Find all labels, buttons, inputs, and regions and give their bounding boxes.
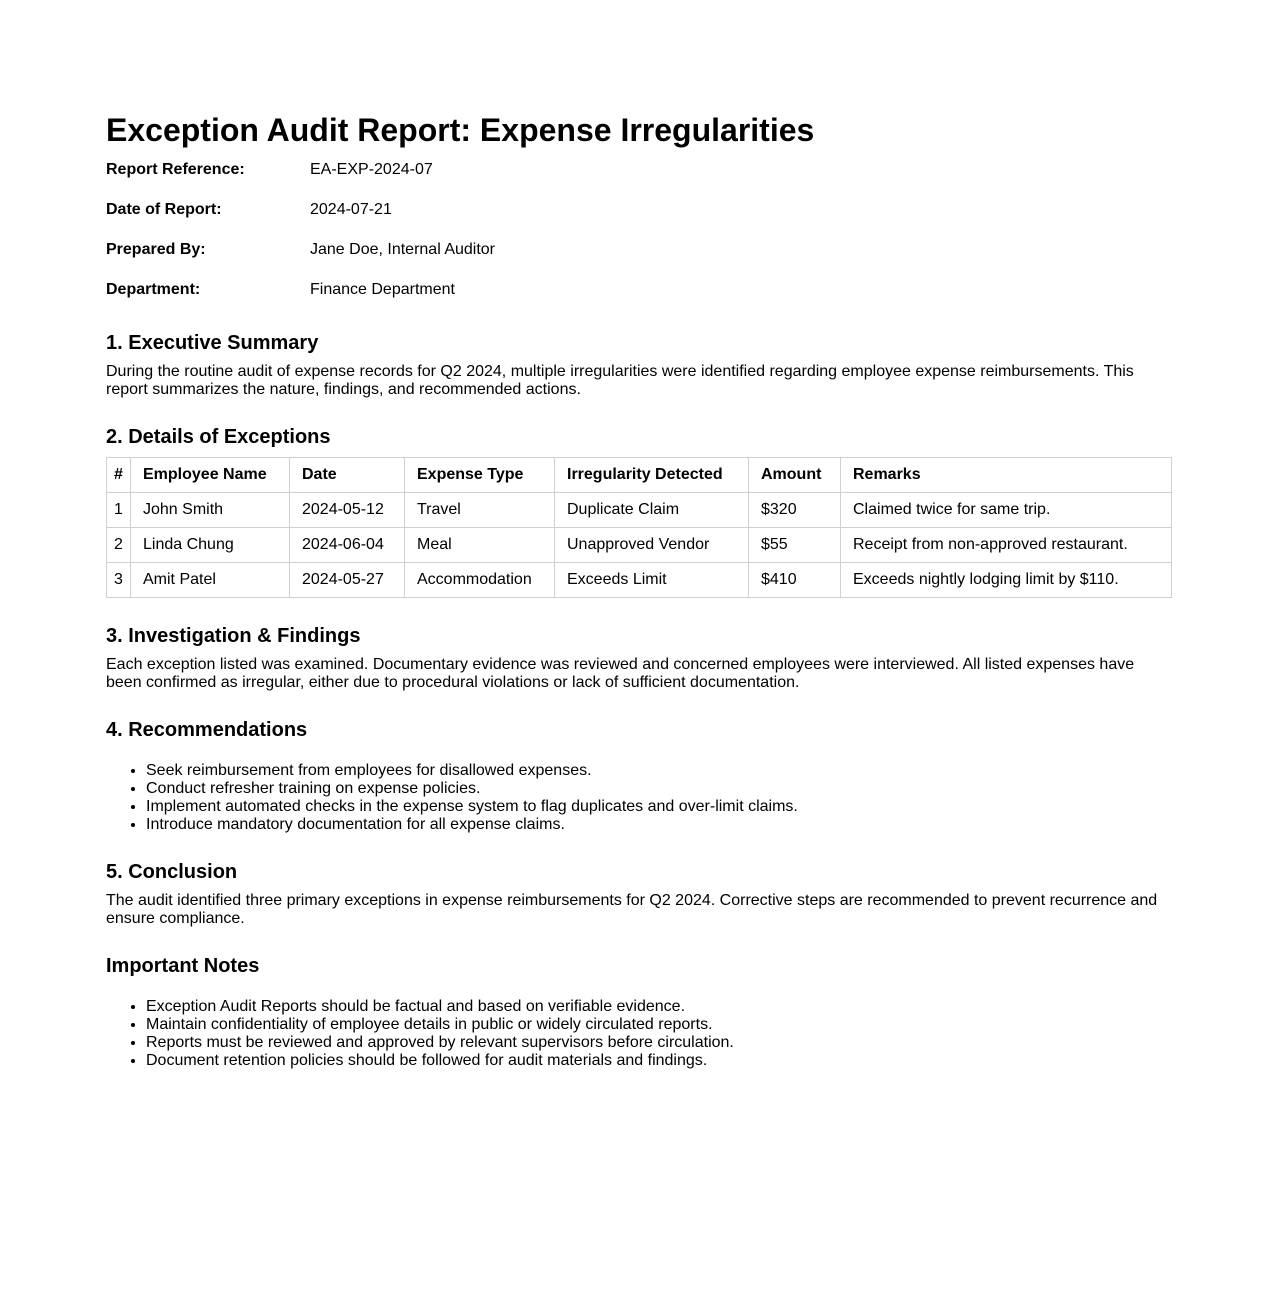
table-cell: 1 bbox=[107, 493, 131, 528]
section-heading: 4. Recommendations bbox=[106, 719, 308, 741]
table-cell: John Smith bbox=[131, 493, 290, 528]
conclusion-section bbox=[106, 860, 1172, 928]
table-header-row bbox=[107, 458, 1172, 493]
list-item: • Introduce mandatory documentation for all expense claims. bbox=[146, 816, 1172, 834]
meta-row-date bbox=[106, 201, 1172, 241]
table-row bbox=[107, 563, 1172, 598]
meta-label: Report Reference: bbox=[106, 161, 245, 178]
exceptions-section bbox=[106, 425, 1172, 598]
table-cell: Accommodation bbox=[405, 563, 555, 598]
list-item: • Reports must be reviewed and approved by relevant supervisors before circulation. bbox=[146, 1034, 1172, 1052]
table-cell: Travel bbox=[405, 493, 555, 528]
table-cell: 3 bbox=[107, 563, 131, 598]
column-header: Irregularity Detected bbox=[555, 458, 749, 493]
table-cell: 2 bbox=[107, 528, 131, 563]
list-item: • Document retention policies should be followed for audit materials and findings. bbox=[146, 1052, 1172, 1070]
list-item: • Seek reimbursement from employees for disallowed expenses. bbox=[146, 762, 1172, 780]
section-text: The audit identified three primary exceptions in expense reimbursements for Q2 2024. Corrective steps are recommended to prevent recurrence and ensure compliance. bbox=[106, 892, 1158, 927]
table-cell: $320 bbox=[749, 493, 841, 528]
section-heading: 1. Executive Summary bbox=[106, 332, 319, 354]
exceptions-table bbox=[106, 457, 1172, 598]
section-text: Each exception listed was examined. Documentary evidence was reviewed and concerned employees were interviewed. All listed expenses have been confirmed as irregular, either due to procedural violations or lack of sufficient documentation. bbox=[106, 656, 1135, 691]
table-cell: 2024-05-12 bbox=[290, 493, 405, 528]
report-meta bbox=[106, 161, 1172, 321]
important-notes-section bbox=[106, 954, 1172, 1070]
table-cell: Receipt from non-approved restaurant. bbox=[841, 528, 1172, 563]
executive-summary-section bbox=[106, 331, 1172, 399]
meta-label: Department: bbox=[106, 281, 201, 298]
column-header: Date bbox=[290, 458, 405, 493]
table-cell: $410 bbox=[749, 563, 841, 598]
meta-value: Finance Department bbox=[310, 281, 455, 298]
table-cell: Claimed twice for same trip. bbox=[841, 493, 1172, 528]
section-heading: 2. Details of Exceptions bbox=[106, 426, 331, 448]
section-heading: 5. Conclusion bbox=[106, 861, 238, 883]
table-cell: Amit Patel bbox=[131, 563, 290, 598]
table-cell: Exceeds nightly lodging limit by $110. bbox=[841, 563, 1172, 598]
table-cell: Meal bbox=[405, 528, 555, 563]
list-item: • Conduct refresher training on expense policies. bbox=[146, 780, 1172, 798]
recommendations-section bbox=[106, 718, 1172, 834]
column-header: Employee Name bbox=[131, 458, 290, 493]
table-cell: Linda Chung bbox=[131, 528, 290, 563]
table-row bbox=[107, 528, 1172, 563]
table-row bbox=[107, 493, 1172, 528]
meta-value: Jane Doe, Internal Auditor bbox=[310, 241, 496, 258]
list-item: • Exception Audit Reports should be factual and based on verifiable evidence. bbox=[146, 998, 1172, 1016]
column-header: Amount bbox=[749, 458, 841, 493]
list-item: • Maintain confidentiality of employee details in public or widely circulated reports. bbox=[146, 1016, 1172, 1034]
meta-row-reference bbox=[106, 161, 1172, 201]
meta-value: 2024-07-21 bbox=[310, 201, 392, 218]
section-heading: 3. Investigation & Findings bbox=[106, 625, 361, 647]
recommendations-list bbox=[106, 762, 1172, 834]
notes-list bbox=[106, 998, 1172, 1070]
table-cell: Unapproved Vendor bbox=[555, 528, 749, 563]
list-item: • Implement automated checks in the expense system to flag duplicates and over-limit claims. bbox=[146, 798, 1172, 816]
section-heading: Important Notes bbox=[106, 955, 260, 977]
column-header: # bbox=[107, 458, 131, 493]
findings-section bbox=[106, 624, 1172, 692]
column-header: Remarks bbox=[841, 458, 1172, 493]
table-cell: 2024-05-27 bbox=[290, 563, 405, 598]
column-header: Expense Type bbox=[405, 458, 555, 493]
meta-row-prepared-by bbox=[106, 241, 1172, 281]
table-cell: $55 bbox=[749, 528, 841, 563]
meta-label: Date of Report: bbox=[106, 201, 222, 218]
page-title: Exception Audit Report: Expense Irregularities bbox=[106, 112, 815, 148]
meta-row-department bbox=[106, 281, 1172, 321]
section-text: During the routine audit of expense records for Q2 2024, multiple irregularities were identified regarding employee expense reimbursements. This report summarizes the nature, findings, and recommended actions. bbox=[106, 363, 1134, 398]
table-cell: 2024-06-04 bbox=[290, 528, 405, 563]
meta-value: EA-EXP-2024-07 bbox=[310, 161, 433, 178]
table-cell: Exceeds Limit bbox=[555, 563, 749, 598]
table-cell: Duplicate Claim bbox=[555, 493, 749, 528]
meta-label: Prepared By: bbox=[106, 241, 206, 258]
